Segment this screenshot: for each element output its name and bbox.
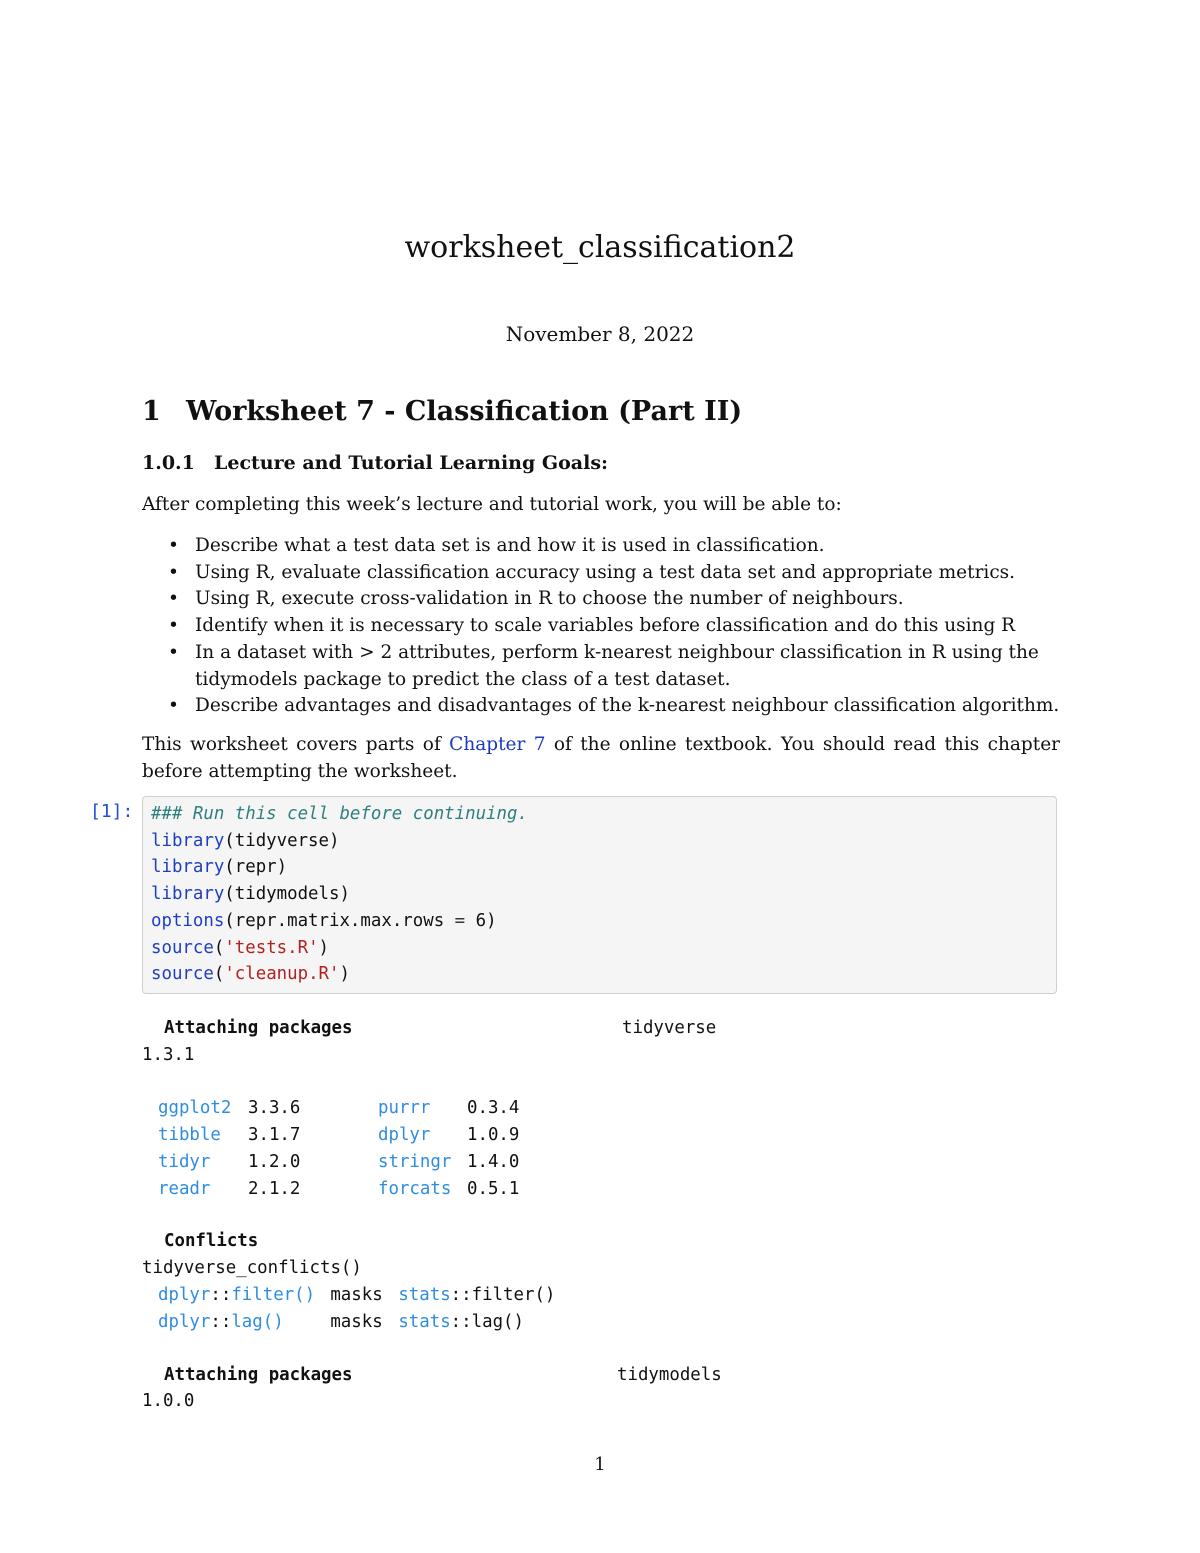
list-item: • Describe what a test data set is and how it is used in classification. bbox=[168, 533, 1060, 560]
package-row bbox=[158, 1176, 519, 1203]
code-paren: ( bbox=[213, 964, 225, 985]
code-function: options bbox=[151, 910, 225, 931]
output-package-version: 1.0.0 bbox=[142, 1391, 195, 1411]
code-args: 6) bbox=[465, 910, 497, 931]
package-version: 1.2.0 bbox=[248, 1152, 301, 1172]
output-conflicts-label: Conflicts bbox=[164, 1231, 259, 1251]
package-version: 2.1.2 bbox=[248, 1179, 301, 1199]
conflict-stats: stats bbox=[398, 1312, 451, 1332]
output-package-name: tidyverse bbox=[622, 1018, 717, 1038]
package-version: 3.1.7 bbox=[248, 1125, 301, 1145]
code-args: (tidymodels) bbox=[224, 884, 350, 905]
code-function: source bbox=[151, 937, 214, 958]
conflict-masks: masks bbox=[330, 1312, 383, 1332]
section-title: Worksheet 7 - Classification (Part II) bbox=[186, 396, 743, 427]
output-conflicts-function: tidyverse_conflicts() bbox=[142, 1258, 362, 1278]
code-function: source bbox=[151, 964, 214, 985]
conflict-row: dplyr::filter() masks stats::filter() bbox=[158, 1282, 555, 1309]
page-number: 1 bbox=[594, 1454, 606, 1475]
code-function: library bbox=[151, 830, 225, 851]
conflict-function: lag() bbox=[231, 1312, 284, 1332]
code-args: (repr.matrix.max.rows bbox=[224, 910, 455, 931]
output-attaching-label: Attaching packages bbox=[164, 1018, 353, 1038]
package-name: dplyr bbox=[378, 1125, 431, 1145]
package-name: forcats bbox=[378, 1179, 452, 1199]
conflict-masks: masks bbox=[330, 1285, 383, 1305]
conflict-stats-function: lag() bbox=[471, 1312, 524, 1332]
list-item: • Identify when it is necessary to scale variables before classification and do this using R bbox=[168, 613, 1060, 640]
code-paren: ) bbox=[339, 964, 350, 985]
package-name: stringr bbox=[378, 1152, 452, 1172]
intro-paragraph: After completing this week’s lecture and tutorial work, you will be able to: bbox=[142, 494, 842, 515]
subsection-title: Lecture and Tutorial Learning Goals: bbox=[214, 452, 609, 474]
section-heading bbox=[142, 396, 742, 427]
package-name: tidyr bbox=[158, 1152, 211, 1172]
package-row bbox=[158, 1122, 519, 1149]
outro-text: This worksheet covers parts of bbox=[142, 734, 450, 755]
code-args: (tidyverse) bbox=[224, 830, 340, 851]
code-paren: ( bbox=[213, 937, 225, 958]
code-line bbox=[151, 935, 329, 962]
list-item: • Using R, evaluate classification accuracy using a test data set and appropriate metrics. bbox=[168, 560, 1060, 587]
document-title: worksheet_classification2 bbox=[404, 230, 796, 265]
list-item: • In a dataset with > 2 attributes, perform k-nearest neighbour classification in R using the tidymodels package to predict the class of a test dataset. bbox=[168, 640, 1060, 693]
code-line bbox=[151, 854, 287, 881]
conflict-stats-function: filter() bbox=[471, 1285, 556, 1305]
code-line bbox=[151, 881, 350, 908]
conflict-package: dplyr bbox=[158, 1285, 211, 1305]
outro-paragraph bbox=[142, 731, 1060, 785]
package-name: ggplot2 bbox=[158, 1098, 232, 1118]
code-line bbox=[151, 801, 528, 828]
package-version: 0.5.1 bbox=[467, 1179, 520, 1199]
conflict-stats: stats bbox=[398, 1285, 451, 1305]
cell-prompt: [1]: bbox=[90, 801, 134, 822]
code-line bbox=[151, 961, 350, 988]
package-row bbox=[158, 1149, 519, 1176]
package-row bbox=[158, 1095, 519, 1122]
package-version: 1.4.0 bbox=[467, 1152, 520, 1172]
package-version: 3.3.6 bbox=[248, 1098, 301, 1118]
code-function: library bbox=[151, 884, 225, 905]
conflict-package: dplyr bbox=[158, 1312, 211, 1332]
code-line bbox=[151, 828, 339, 855]
document-date: November 8, 2022 bbox=[505, 322, 695, 346]
conflict-function: filter() bbox=[231, 1285, 316, 1305]
code-args: (repr) bbox=[224, 857, 288, 878]
output-attaching-label: Attaching packages bbox=[164, 1365, 353, 1385]
code-cell[interactable] bbox=[142, 796, 1057, 994]
package-version: 0.3.4 bbox=[467, 1098, 520, 1118]
code-line bbox=[151, 908, 497, 935]
code-function: library bbox=[151, 857, 225, 878]
subsection-number: 1.0.1 bbox=[142, 452, 195, 474]
code-string: 'cleanup.R' bbox=[224, 964, 340, 985]
learning-goals-list bbox=[168, 533, 1060, 720]
output-package-version: 1.3.1 bbox=[142, 1045, 195, 1065]
section-number: 1 bbox=[142, 396, 161, 427]
list-item: • Describe advantages and disadvantages of the k-nearest neighbour classification algorithm. bbox=[168, 693, 1060, 720]
code-operator: = bbox=[454, 910, 466, 931]
code-string: 'tests.R' bbox=[224, 937, 319, 958]
list-item: • Using R, execute cross-validation in R to choose the number of neighbours. bbox=[168, 586, 1060, 613]
conflict-row: dplyr::lag() masks stats::lag() bbox=[158, 1309, 524, 1336]
package-name: readr bbox=[158, 1179, 211, 1199]
code-comment: ### Run this cell before continuing. bbox=[151, 804, 528, 824]
chapter-link[interactable]: Chapter 7 bbox=[449, 734, 546, 755]
package-name: tibble bbox=[158, 1125, 221, 1145]
package-name: purrr bbox=[378, 1098, 431, 1118]
output-package-name: tidymodels bbox=[617, 1365, 722, 1385]
outro-text: of the online textbook. You should read this chapter before attempting the worksheet. bbox=[142, 734, 1061, 782]
subsection-heading bbox=[142, 452, 608, 474]
package-version: 1.0.9 bbox=[467, 1125, 520, 1145]
code-paren: ) bbox=[318, 937, 330, 958]
